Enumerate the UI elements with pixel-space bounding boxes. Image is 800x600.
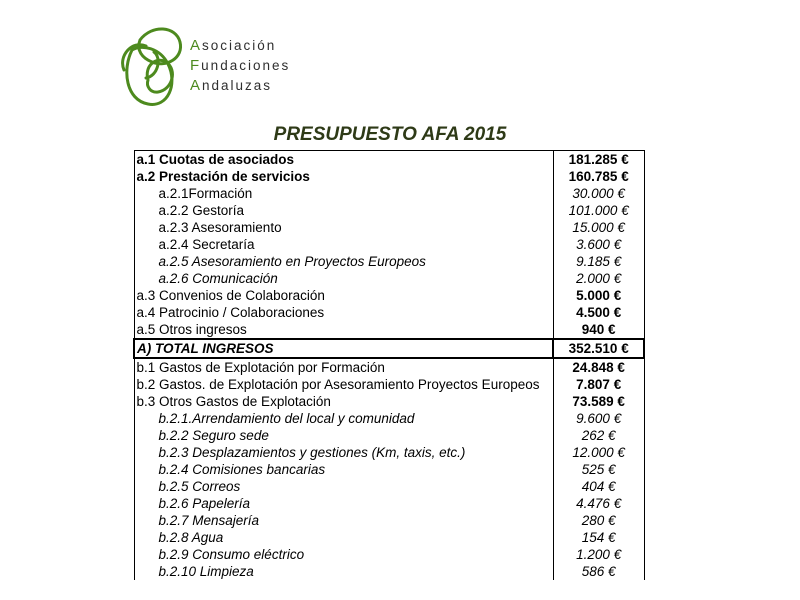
table-row [134,185,644,202]
table-row [134,427,644,444]
row-amount: 4.500 € [553,304,644,321]
row-amount: 280 € [553,512,644,529]
table-row [134,444,644,461]
row-label: a.1 Cuotas de asociados [134,151,553,169]
row-label: b.2.4 Comisiones bancarias [134,461,553,478]
table-row [134,202,644,219]
budget-table [133,150,645,580]
row-amount: 12.000 € [553,444,644,461]
row-amount: 160.785 € [553,168,644,185]
row-label: a.2.6 Comunicación [134,270,553,287]
row-amount: 2.000 € [553,270,644,287]
row-amount: 1.200 € [553,546,644,563]
row-label: b.2.2 Seguro sede [134,427,553,444]
row-amount: 586 € [553,563,644,580]
table-row [134,410,644,427]
row-label: a.5 Otros ingresos [134,321,553,339]
table-row [134,358,644,376]
table-row [134,376,644,393]
row-amount: 9.600 € [553,410,644,427]
row-label: b.2.3 Desplazamientos y gestiones (Km, taxis, etc.) [134,444,553,461]
row-label: b.2.7 Mensajería [134,512,553,529]
row-label: b.2.8 Agua [134,529,553,546]
table-row [134,168,644,185]
row-amount: 30.000 € [553,185,644,202]
row-label: A) TOTAL INGRESOS [134,339,553,358]
table-row [134,321,644,339]
table-row [134,219,644,236]
row-amount: 15.000 € [553,219,644,236]
row-amount: 5.000 € [553,287,644,304]
document-title: PRESUPUESTO AFA 2015 [273,124,507,145]
row-amount: 352.510 € [553,339,644,358]
row-label: b.2.10 Limpieza [134,563,553,580]
row-amount: 4.476 € [553,495,644,512]
row-amount: 262 € [553,427,644,444]
row-amount: 3.600 € [553,236,644,253]
row-amount: 404 € [553,478,644,495]
row-amount: 7.807 € [553,376,644,393]
row-label: b.3 Otros Gastos de Explotación [134,393,553,410]
row-label: a.2.4 Secretaría [134,236,553,253]
table-row [134,461,644,478]
row-amount: 154 € [553,529,644,546]
table-row [134,495,644,512]
table-row [134,529,644,546]
row-amount: 181.285 € [553,151,644,169]
row-label: a.4 Patrocinio / Colaboraciones [134,304,553,321]
logo-wordmark: Asociación Fundaciones Andaluzas [190,37,291,94]
table-row [134,151,644,169]
afa-logo [118,22,298,112]
total-income-row [134,339,644,358]
row-amount: 24.848 € [553,358,644,376]
row-label: b.2.9 Consumo eléctrico [134,546,553,563]
table-row [134,270,644,287]
row-amount: 73.589 € [553,393,644,410]
row-amount: 940 € [553,321,644,339]
row-label: a.2 Prestación de servicios [134,168,553,185]
row-label: a.2.3 Asesoramiento [134,219,553,236]
row-label: b.2 Gastos. de Explotación por Asesoramiento Proyectos Europeos [134,376,553,393]
row-label: a.2.2 Gestoría [134,202,553,219]
row-label: a.3 Convenios de Colaboración [134,287,553,304]
row-amount: 101.000 € [553,202,644,219]
table-row [134,287,644,304]
table-row [134,546,644,563]
table-row [134,512,644,529]
table-row [134,478,644,495]
logo-emblem-icon [118,22,198,112]
table-row [134,253,644,270]
row-label: b.2.5 Correos [134,478,553,495]
row-label: a.2.1Formación [134,185,553,202]
row-label: b.2.1.Arrendamiento del local y comunidad [134,410,553,427]
table-row [134,236,644,253]
row-amount: 525 € [553,461,644,478]
table-row [134,563,644,580]
row-amount: 9.185 € [553,253,644,270]
row-label: b.2.6 Papelería [134,495,553,512]
row-label: a.2.5 Asesoramiento en Proyectos Europeos [134,253,553,270]
table-row [134,304,644,321]
table-row [134,393,644,410]
row-label: b.1 Gastos de Explotación por Formación [134,358,553,376]
